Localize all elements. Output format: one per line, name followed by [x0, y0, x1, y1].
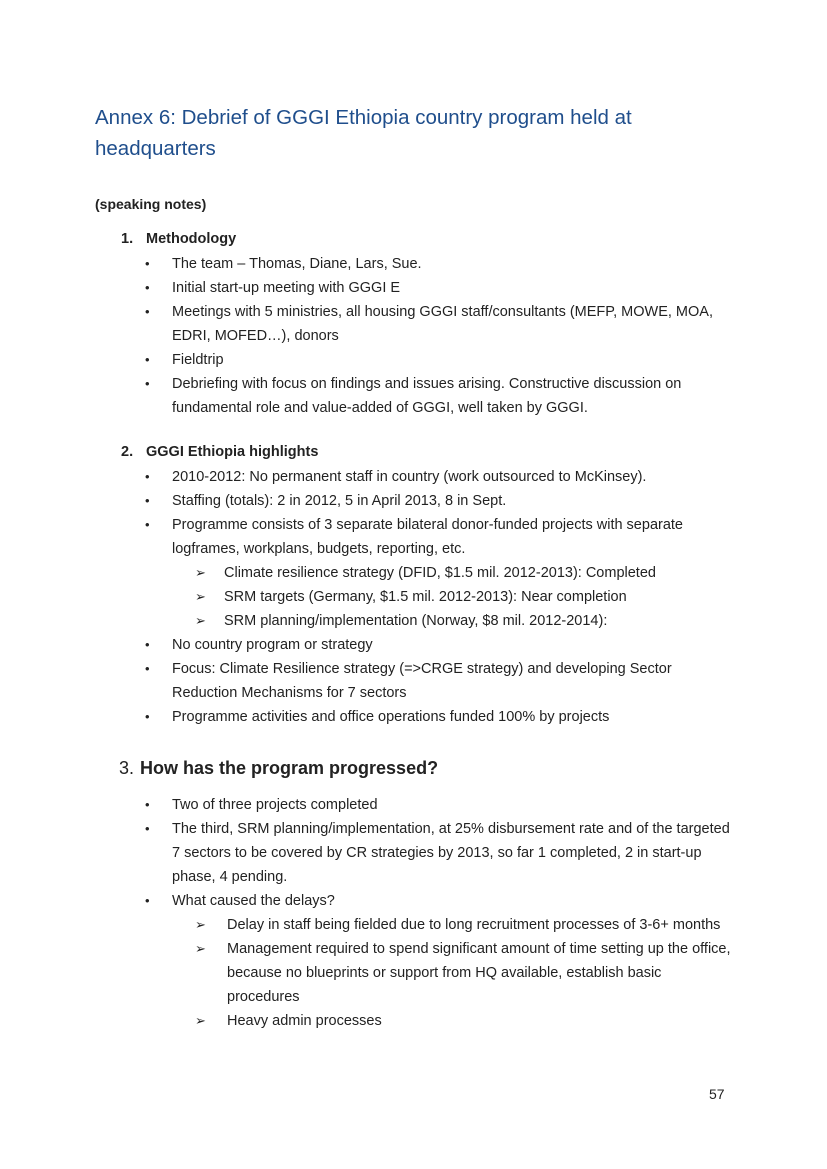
list-item: • Focus: Climate Resilience strategy (=>CRGE strategy) and developing Sector Reduction Mechanisms for 7 sectors: [145, 657, 735, 705]
list-item-text: What caused the delays?: [172, 893, 335, 909]
section-number: 1.: [121, 231, 134, 247]
progress-list: [145, 793, 735, 1033]
list-item-text: Programme consists of 3 separate bilateral donor-funded projects with separate logframes, workplans, budgets, reporting, etc.: [172, 517, 683, 557]
list-item: • The team – Thomas, Diane, Lars, Sue.: [145, 252, 735, 276]
list-item: • Meetings with 5 ministries, all housing GGGI staff/consultants (MEFP, MOWE, MOA, EDRI, MOFED…), donors: [145, 300, 735, 348]
sub-list-item: ➢ Climate resilience strategy (DFID, $1.5 mil. 2012-2013): Completed: [172, 561, 735, 585]
list-item: • Staffing (totals): 2 in 2012, 5 in April 2013, 8 in Sept.: [145, 489, 735, 513]
sub-list-item: ➢ Delay in staff being fielded due to long recruitment processes of 3-6+ months: [172, 913, 735, 937]
annex-title: Annex 6: Debrief of GGGI Ethiopia country program held at headquarters: [95, 106, 632, 160]
list-item: • Initial start-up meeting with GGGI E: [145, 276, 735, 300]
list-item: • Programme activities and office operations funded 100% by projects: [145, 705, 735, 729]
list-item: • Debriefing with focus on findings and issues arising. Constructive discussion on fundamental role and value-added of GGGI, well taken by GGGI.: [145, 372, 735, 420]
speaking-notes-label: (speaking notes): [95, 196, 207, 212]
section-title: How has the program progressed?: [140, 758, 439, 778]
highlights-list: [145, 465, 735, 729]
sub-list-item: ➢ Management required to spend significant amount of time setting up the office, because no blueprints or support from HQ available, establish basic procedures: [172, 937, 735, 1009]
sub-list-item: ➢ SRM targets (Germany, $1.5 mil. 2012-2013): Near completion: [172, 585, 735, 609]
section-number: 3.: [119, 758, 135, 778]
list-item: • 2010-2012: No permanent staff in country (work outsourced to McKinsey).: [145, 465, 735, 489]
section-number: 2.: [121, 444, 134, 460]
methodology-list: [145, 252, 735, 420]
page-number: 57: [709, 1086, 725, 1102]
sub-list-item: ➢ Heavy admin processes: [172, 1009, 735, 1033]
section-title: Methodology: [146, 231, 237, 247]
list-item: • Two of three projects completed: [145, 793, 735, 817]
projects-sublist: [172, 561, 735, 633]
sub-list-item: ➢ SRM planning/implementation (Norway, $8 mil. 2012-2014):: [172, 609, 735, 633]
list-item: • Fieldtrip: [145, 348, 735, 372]
delays-sublist: [172, 913, 735, 1033]
list-item: [145, 513, 735, 633]
section-3-heading: [119, 758, 438, 779]
list-item: [145, 889, 735, 1033]
section-title: GGGI Ethiopia highlights: [146, 444, 319, 460]
list-item: • No country program or strategy: [145, 633, 735, 657]
list-item: • The third, SRM planning/implementation, at 25% disbursement rate and of the targeted 7 sectors to be covered by CR strategies by 2013, so far 1 completed, 2 in start-up phase, 4 pending.: [145, 817, 735, 889]
